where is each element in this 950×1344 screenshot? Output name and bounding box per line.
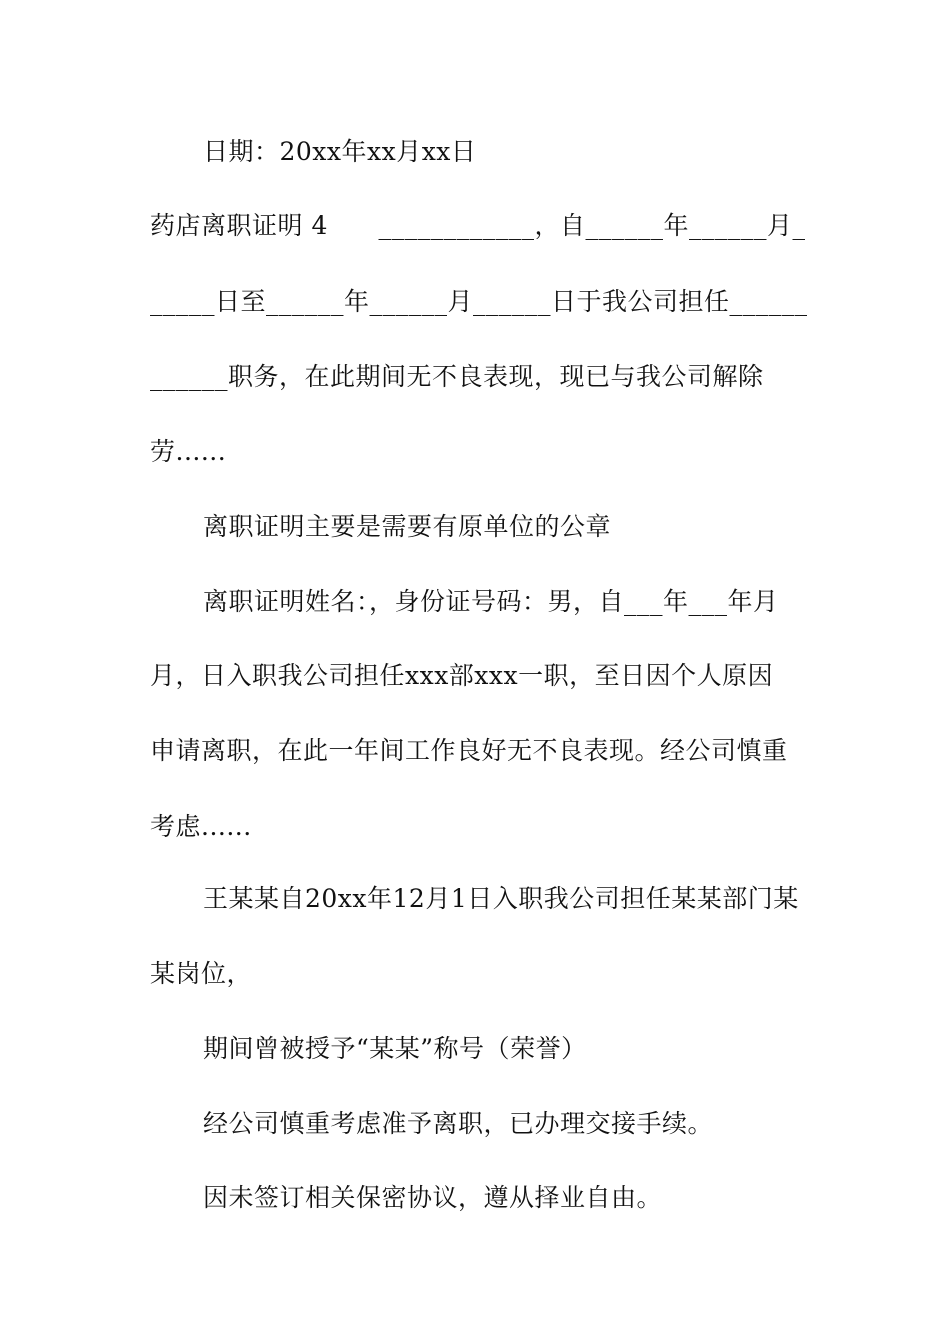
paragraph-line: 王某某自20xx年12月1日入职我公司担任某某部门某: [203, 884, 799, 913]
paragraph-line: 因未签订相关保密协议，遵从择业自由。: [203, 1183, 663, 1212]
paragraph-line: 月，日入职我公司担任xxx部xxx一职，至日因个人原因: [150, 661, 774, 690]
paragraph-line: 申请离职，在此一年间工作良好无不良表现。经公司慎重: [150, 736, 788, 765]
paragraph-line: 药店离职证明 4 ____________，自______年______月_: [150, 211, 806, 240]
paragraph-line: ______职务，在此期间无不良表现，现已与我公司解除: [150, 362, 764, 391]
paragraph-line: 离职证明姓名：，身份证号码：男，自___年___年月: [203, 587, 779, 616]
paragraph-line: 经公司慎重考虑准予离职，已办理交接手续。: [203, 1109, 714, 1138]
paragraph-line: 离职证明主要是需要有原单位的公章: [203, 512, 612, 541]
paragraph-line: _____日至______年______月______日于我公司担任______: [150, 287, 808, 316]
paragraph-line: 某岗位，: [150, 959, 253, 988]
date-line: 日期：20xx年xx月xx日: [203, 137, 477, 166]
paragraph-line: 考虑......: [150, 812, 252, 841]
paragraph-line: 劳......: [150, 437, 227, 466]
paragraph-line: 期间曾被授予“某某”称号（荣誉）: [203, 1034, 587, 1063]
